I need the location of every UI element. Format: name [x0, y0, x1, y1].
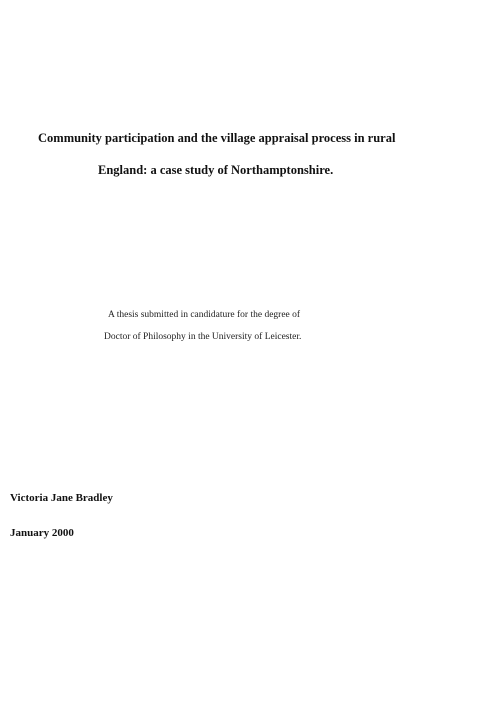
submission-date: January 2000 [10, 527, 74, 539]
submission-statement-line-1: A thesis submitted in candidature for the degree of [108, 310, 301, 320]
thesis-title-line-1: Community participation and the village appraisal process in rural [38, 131, 396, 145]
submission-statement-line-2: Doctor of Philosophy in the University of Leicester. [104, 332, 302, 342]
author-name: Victoria Jane Bradley [10, 492, 113, 504]
thesis-title-line-2: England: a case study of Northamptonshire. [98, 163, 334, 177]
